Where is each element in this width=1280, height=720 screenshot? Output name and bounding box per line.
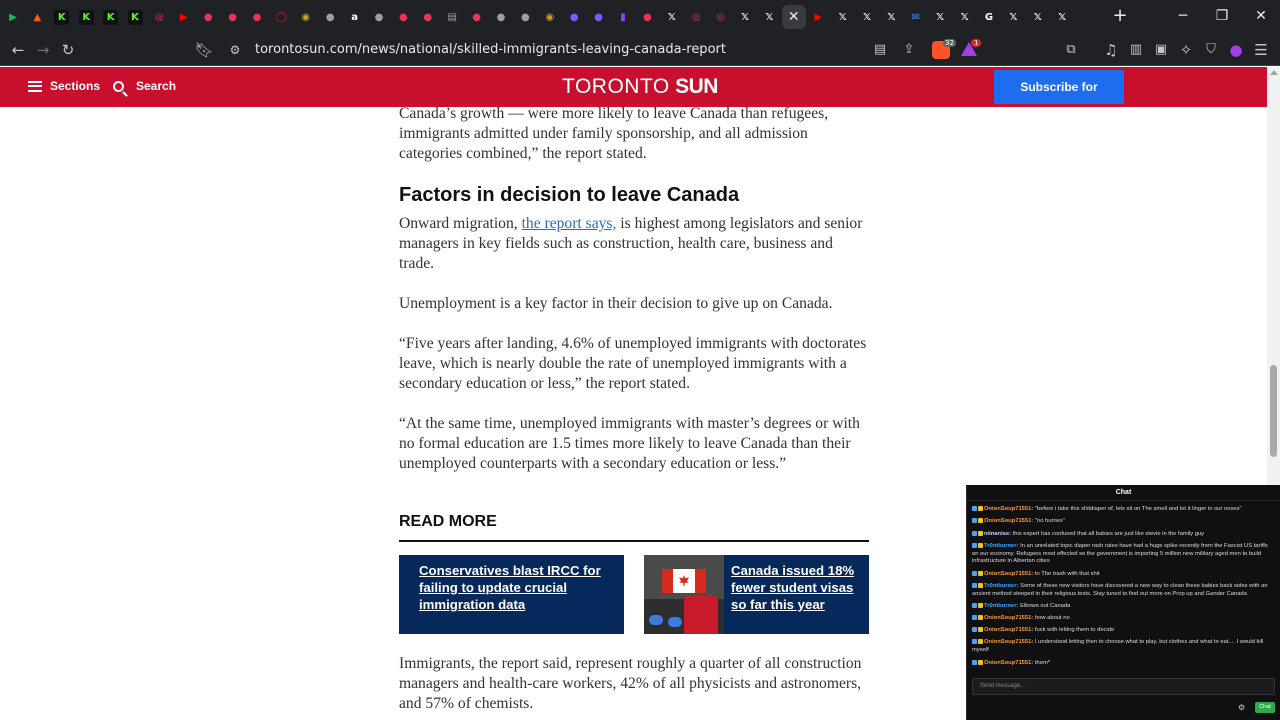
logo-sub: SUN (675, 75, 718, 98)
address-bar[interactable] (190, 37, 990, 63)
browser-tab[interactable] (709, 5, 733, 29)
browser-tab[interactable] (74, 5, 98, 29)
wallet-icon[interactable]: ▣ (1154, 42, 1168, 57)
browser-tab[interactable] (440, 5, 464, 29)
browser-tab[interactable] (928, 5, 952, 29)
chat-username[interactable]: OnionSoup71551: (984, 571, 1034, 578)
browser-tab[interactable] (1, 5, 25, 29)
browser-tab[interactable] (172, 5, 196, 29)
browser-tab[interactable] (1050, 5, 1074, 29)
browser-tab[interactable] (587, 5, 611, 29)
instagram-icon: ◎ (716, 11, 725, 23)
chat-message (972, 660, 1274, 668)
chat-username[interactable]: OnionSoup71551: (984, 518, 1034, 525)
article-paragraph: Canada’s growth — were more likely to leave Canada than refugees, immigrants admitted under family sponsorship, and all admission categories combined,” the report stated. (399, 105, 829, 162)
browser-tab[interactable] (147, 5, 171, 29)
leo-ai-icon[interactable]: ✧ (1179, 41, 1193, 59)
chat-message (972, 506, 1274, 514)
article-paragraph (399, 214, 869, 274)
chat-text: I understand letting then to choose what to play, but clothes and what to eat.... I would kill myself (972, 639, 1264, 653)
browser-tab[interactable] (269, 5, 293, 29)
browser-tab[interactable] (25, 5, 49, 29)
chat-text: "before i take this shitdiaper of, lets sit on The smell and let it linger in our noses" (1033, 506, 1242, 513)
circle-app-icon: ● (374, 11, 384, 23)
x-icon: 𝕏 (1058, 11, 1067, 23)
chat-text: them* (1033, 660, 1051, 667)
play-icon: ▶ (9, 11, 17, 23)
chat-message (972, 627, 1274, 635)
chat-message (972, 518, 1274, 526)
crown-badge-icon (978, 603, 983, 608)
x-icon: 𝕏 (740, 11, 750, 23)
browser-tab[interactable] (953, 5, 977, 29)
browser-tab[interactable] (904, 5, 928, 29)
browser-tab[interactable] (782, 5, 806, 29)
share-icon[interactable]: ⇪ (903, 42, 915, 57)
browser-tab[interactable] (635, 5, 659, 29)
triangle-app-icon: ▲ (33, 11, 42, 23)
crown-badge-icon (978, 506, 983, 511)
badge-icon (972, 639, 977, 644)
site-header (0, 67, 1267, 128)
chat-message (972, 615, 1274, 623)
browser-tab[interactable] (318, 5, 342, 29)
chat-text: Some of these new visitors have discovered a new way to clean these babies back sides with an ancient method steeped in their religious texts. Stay tuned to find out more on Prop up and Gander Canada (972, 583, 1268, 597)
kick-icon: K (103, 10, 118, 25)
browser-tab[interactable] (123, 5, 147, 29)
chat-message (972, 543, 1274, 566)
browser-tab[interactable] (196, 5, 220, 29)
google-icon: G (984, 11, 994, 23)
article-paragraph: “At the same time, unemployed immigrants with master’s degrees or with no formal education are 1.5 times more likely to leave Canada than their unemployed counterparts with a secondary education or less.” (399, 415, 860, 472)
shields-count-badge: 32 (945, 39, 954, 47)
badge-icon (972, 615, 977, 620)
chat-username[interactable]: OnionSoup71551: (984, 627, 1034, 634)
x-icon: 𝕏 (667, 11, 676, 23)
chat-message (972, 583, 1274, 598)
article-paragraph: “Five years after landing, 4.6% of unemployed immigrants with doctorates leave, which is nearly double the rate of unemployed immigrants with a secondary education or less,” the report stated. (399, 335, 867, 392)
crown-badge-icon (978, 660, 983, 665)
site-logo[interactable] (562, 75, 718, 99)
browser-tab[interactable] (367, 5, 391, 29)
minimize-button[interactable]: ─ (1178, 8, 1188, 24)
badge-icon (972, 603, 977, 608)
maximize-button[interactable]: ❐ (1215, 8, 1229, 24)
search-label: Search (136, 79, 177, 93)
record-icon: ● (472, 11, 481, 23)
youtube-icon: ▶ (179, 11, 188, 23)
record-icon: ● (252, 11, 262, 23)
paragraph-text: Onward migration, (399, 215, 522, 232)
badge-icon (972, 627, 977, 632)
browser-tab[interactable] (489, 5, 513, 29)
browser-tab[interactable] (831, 5, 855, 29)
crown-badge-icon (978, 531, 983, 536)
youtube-icon: ▶ (814, 11, 823, 23)
browser-tab[interactable] (50, 5, 74, 29)
instagram-icon: ◎ (691, 11, 701, 23)
canada-flag (662, 569, 706, 593)
record-icon: ● (228, 11, 237, 23)
close-window-button[interactable]: ✕ (1255, 8, 1267, 24)
crown-badge-icon (978, 543, 983, 548)
crown-badge-icon (978, 615, 983, 620)
back-icon[interactable]: ← (11, 41, 25, 59)
chat-username[interactable]: OnionSoup71551: (984, 615, 1034, 622)
browser-tab[interactable] (513, 5, 537, 29)
chat-panel (966, 485, 1280, 720)
chat-username[interactable]: OnionSoup71551: (984, 506, 1034, 513)
read-more-heading: READ MORE (399, 513, 869, 542)
chat-text: how about no (1033, 615, 1070, 622)
browser-tab[interactable] (855, 5, 879, 29)
report-link[interactable]: the report says, (521, 215, 617, 232)
reload-icon[interactable]: ↻ (61, 41, 75, 59)
paragraph-text: is highest among legislators and senior managers in key fields such as construction, health care, business and trade. (399, 215, 863, 272)
related-article-card[interactable] (644, 555, 869, 634)
browser-tab[interactable] (221, 5, 245, 29)
instagram-icon: ◎ (155, 11, 164, 23)
browser-tab[interactable] (465, 5, 489, 29)
circle-app-icon: ● (594, 11, 603, 23)
browser-tab[interactable] (757, 5, 781, 29)
circle-app-icon: ● (496, 11, 506, 23)
browser-tab[interactable] (538, 5, 562, 29)
chat-text: In an unrelated topic diaper rash rates have had a huge spike recently from the Fascist US tariffs on our economy. Refugees most effected so the government is importing 5 million new military aged men to build infrastructure in Albertan cities (972, 543, 1268, 565)
crown-badge-icon (978, 518, 983, 523)
kick-icon: K (54, 10, 69, 25)
rewards-count-badge: 1 (971, 39, 981, 47)
badge-icon (972, 518, 977, 523)
browser-tab[interactable] (1026, 5, 1050, 29)
browser-tab[interactable] (99, 5, 123, 29)
record-icon: ● (423, 11, 433, 23)
badge-icon (972, 571, 977, 576)
badge-icon (972, 583, 977, 588)
crown-badge-icon (978, 571, 983, 576)
sections-button[interactable] (28, 79, 100, 93)
search-button[interactable] (113, 79, 176, 93)
x-icon: 𝕏 (960, 11, 969, 23)
x-icon: 𝕏 (887, 11, 896, 23)
sidebar-icon[interactable]: ▥ (1129, 42, 1143, 57)
browser-tab[interactable] (733, 5, 757, 29)
browser-tab[interactable] (977, 5, 1001, 29)
browser-tab[interactable] (391, 5, 415, 29)
search-icon (113, 81, 124, 92)
browser-tab[interactable] (1001, 5, 1025, 29)
related-article-card[interactable] (399, 555, 624, 634)
browser-tab[interactable] (806, 5, 830, 29)
browser-tab[interactable] (611, 5, 635, 29)
badge-icon (972, 543, 977, 548)
chat-username[interactable]: OnionSoup71551: (984, 639, 1034, 646)
coin-icon: ◉ (545, 11, 555, 23)
chat-message-input[interactable]: Send message... (972, 678, 1275, 695)
scroll-up-arrow[interactable] (1270, 70, 1278, 75)
kick-icon: K (79, 10, 94, 25)
chat-text: to The trash with that shit (1033, 571, 1100, 578)
x-icon: 𝕏 (838, 11, 847, 23)
chat-username[interactable]: niinanise: (984, 531, 1012, 538)
vpn-icon[interactable]: ⛉ (1206, 42, 1216, 57)
chat-username[interactable]: Tr0ntburner: (984, 543, 1019, 550)
article-paragraph: Unemployment is a key factor in their decision to give up on Canada. (399, 295, 833, 312)
section-heading: Factors in decision to leave Canada (399, 184, 740, 206)
screenshot-icon[interactable]: ⧉ (1066, 42, 1076, 57)
ring-icon: ◯ (275, 11, 287, 23)
logo-main: TORONTO (562, 75, 670, 98)
badge-icon (972, 660, 977, 665)
forward-icon[interactable]: → (36, 41, 50, 59)
subscribe-button[interactable]: Subscribe for $1/month (994, 70, 1124, 104)
chat-send-button[interactable]: Chat (1255, 702, 1275, 713)
record-icon: ● (399, 11, 408, 23)
chat-text: Elbows out Canada (1018, 603, 1071, 610)
crown-badge-icon (978, 639, 983, 644)
url-text[interactable]: torontosun.com/news/national/skilled-immigrants-leaving-canada-report (255, 42, 726, 57)
twitch-icon: ▮ (620, 11, 626, 23)
media-icon[interactable]: ♫ (1104, 41, 1118, 59)
chat-message (972, 603, 1274, 611)
mail-icon: ✉ (911, 11, 920, 23)
browser-tab[interactable] (245, 5, 269, 29)
chat-message (972, 639, 1274, 654)
circle-app-icon: ● (521, 11, 530, 23)
chat-title: Chat (967, 485, 1280, 501)
browser-tab[interactable] (416, 5, 440, 29)
browser-tab[interactable] (684, 5, 708, 29)
site-info-icon[interactable]: ⚙ (229, 43, 241, 57)
chat-username[interactable]: Tr0ntburner: (984, 603, 1019, 610)
related-article-image[interactable] (644, 555, 724, 634)
chat-settings-icon[interactable]: ⚙ (1238, 703, 1246, 712)
x-icon: 𝕏 (1009, 11, 1018, 23)
browser-tab[interactable] (343, 5, 367, 29)
chat-message (972, 531, 1274, 539)
kick-icon: K (128, 10, 143, 25)
circle-app-icon: ● (325, 11, 335, 23)
coin-icon: ◉ (301, 11, 311, 23)
record-icon: ● (643, 11, 652, 23)
sections-label: Sections (50, 79, 101, 93)
crown-badge-icon (978, 583, 983, 588)
chat-text: this expert has confused that all babies are just like stevie in the family guy (1011, 531, 1205, 538)
circle-app-icon: ● (569, 11, 579, 23)
chat-text: fuck with letting them to decide (1033, 627, 1115, 634)
x-icon: 𝕏 (765, 11, 774, 23)
badge-icon (972, 531, 977, 536)
profile-icon[interactable]: ● (1229, 41, 1243, 59)
new-tab-button[interactable]: + (1112, 5, 1128, 26)
menu-icon[interactable]: ☰ (1254, 41, 1268, 59)
related-article-title[interactable]: Canada issued 18% fewer student visas so far this year (731, 563, 855, 612)
amazon-icon: a (351, 11, 358, 23)
chat-username[interactable]: Tr0ntburner: (984, 583, 1019, 590)
chat-text: "no hurries" (1033, 518, 1065, 525)
x-icon: 𝕏 (1033, 11, 1042, 23)
x-icon: 𝕏 (862, 11, 872, 23)
close-icon: ✕ (787, 9, 800, 25)
tab-strip (0, 0, 1280, 34)
bookmark-icon[interactable]: 🔖︎ (194, 41, 214, 59)
browser-tab[interactable] (294, 5, 318, 29)
record-icon: ● (203, 11, 213, 23)
x-icon: 𝕏 (936, 11, 945, 23)
article-paragraph: Immigrants, the report said, represent roughly a quarter of all construction managers and health-care workers, 42% of all physicists and astronomers, and 57% of chemists. (399, 655, 862, 712)
browser-tab[interactable] (879, 5, 903, 29)
hamburger-icon (28, 81, 42, 92)
chat-message (972, 571, 1274, 579)
badge-icon (972, 506, 977, 511)
reader-mode-icon[interactable]: ▤ (873, 42, 887, 57)
crown-badge-icon (978, 627, 983, 632)
browser-tab[interactable] (660, 5, 684, 29)
browser-toolbar (0, 34, 1280, 66)
browser-tab[interactable] (562, 5, 586, 29)
scrollbar-thumb[interactable] (1270, 365, 1277, 457)
related-article-title[interactable]: Conservatives blast IRCC for failing to update crucial immigration data (419, 563, 601, 612)
doc-icon: ▤ (447, 11, 457, 23)
chat-username[interactable]: OnionSoup71551: (984, 660, 1034, 667)
